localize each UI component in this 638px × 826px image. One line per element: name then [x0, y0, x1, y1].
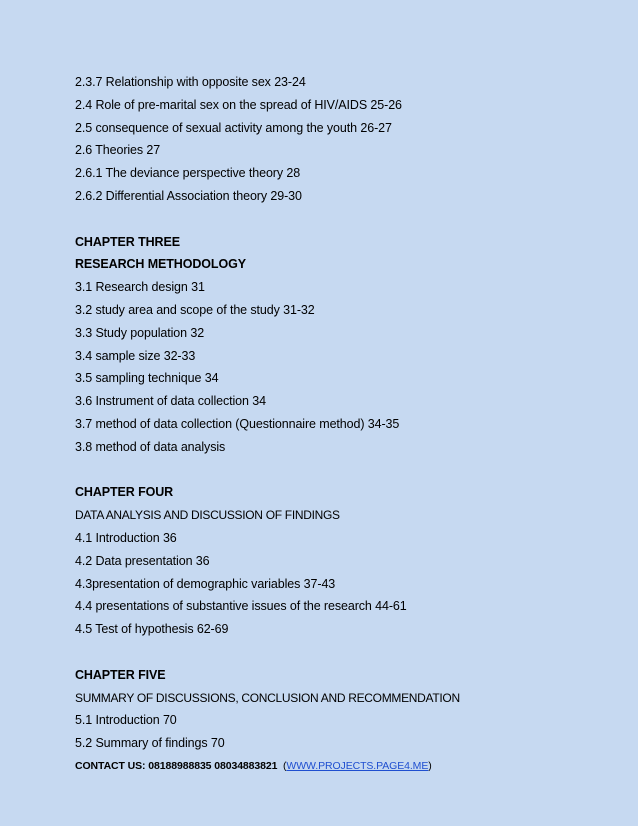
chapter-five-title: SUMMARY OF DISCUSSIONS, CONCLUSION AND RECOMMENDATION	[75, 690, 460, 705]
table-of-contents	[75, 71, 615, 755]
toc-entry: 3.1 Research design 31	[75, 280, 205, 295]
toc-entry: 3.2 study area and scope of the study 31-32	[75, 302, 315, 317]
contact-phones: 08188988835 08034883821	[148, 760, 278, 772]
chapter-four-title: DATA ANALYSIS AND DISCUSSION OF FINDINGS	[75, 508, 340, 523]
open-paren: (	[283, 760, 287, 772]
toc-entry: 3.5 sampling technique 34	[75, 371, 219, 386]
chapter-three-heading: CHAPTER THREE	[75, 234, 180, 249]
contact-footer	[75, 760, 432, 772]
toc-entry: 3.3 Study population 32	[75, 325, 205, 340]
close-paren: )	[428, 760, 432, 772]
toc-entry: 2.6.1 The deviance perspective theory 28	[75, 166, 301, 181]
chapter-four-heading: CHAPTER FOUR	[75, 485, 174, 500]
spacer	[75, 641, 615, 664]
toc-entry: 4.1 Introduction 36	[75, 530, 177, 545]
spacer	[75, 459, 615, 482]
toc-entry: 2.5 consequence of sexual activity among the youth 26-27	[75, 120, 392, 135]
chapter-five-heading: CHAPTER FIVE	[75, 667, 166, 682]
toc-entry: 2.4 Role of pre-marital sex on the spread of HIV/AIDS 25-26	[75, 97, 402, 112]
toc-entry: 3.4 sample size 32-33	[75, 348, 196, 363]
toc-entry: 4.2 Data presentation 36	[75, 553, 210, 568]
toc-entry: 5.2 Summary of findings 70	[75, 736, 225, 751]
spacer	[75, 208, 615, 231]
contact-label: CONTACT US:	[75, 760, 146, 772]
toc-entry: 2.6 Theories 27	[75, 143, 161, 158]
toc-entry: 3.7 method of data collection (Questionnaire method) 34-35	[75, 416, 400, 431]
toc-entry: 3.8 method of data analysis	[75, 439, 226, 454]
website-link[interactable]: WWW.PROJECTS.PAGE4.ME	[286, 760, 429, 772]
toc-entry: 4.4 presentations of substantive issues of the research 44-61	[75, 599, 407, 614]
toc-entry: 2.6.2 Differential Association theory 29-30	[75, 188, 302, 203]
toc-entry: 5.1 Introduction 70	[75, 713, 177, 728]
toc-entry: 4.5 Test of hypothesis 62-69	[75, 622, 229, 637]
toc-entry: 3.6 Instrument of data collection 34	[75, 394, 266, 409]
toc-entry: 2.3.7 Relationship with opposite sex 23-24	[75, 75, 306, 89]
chapter-three-title: RESEARCH METHODOLOGY	[75, 257, 246, 272]
toc-entry: 4.3presentation of demographic variables 37-43	[75, 576, 336, 591]
